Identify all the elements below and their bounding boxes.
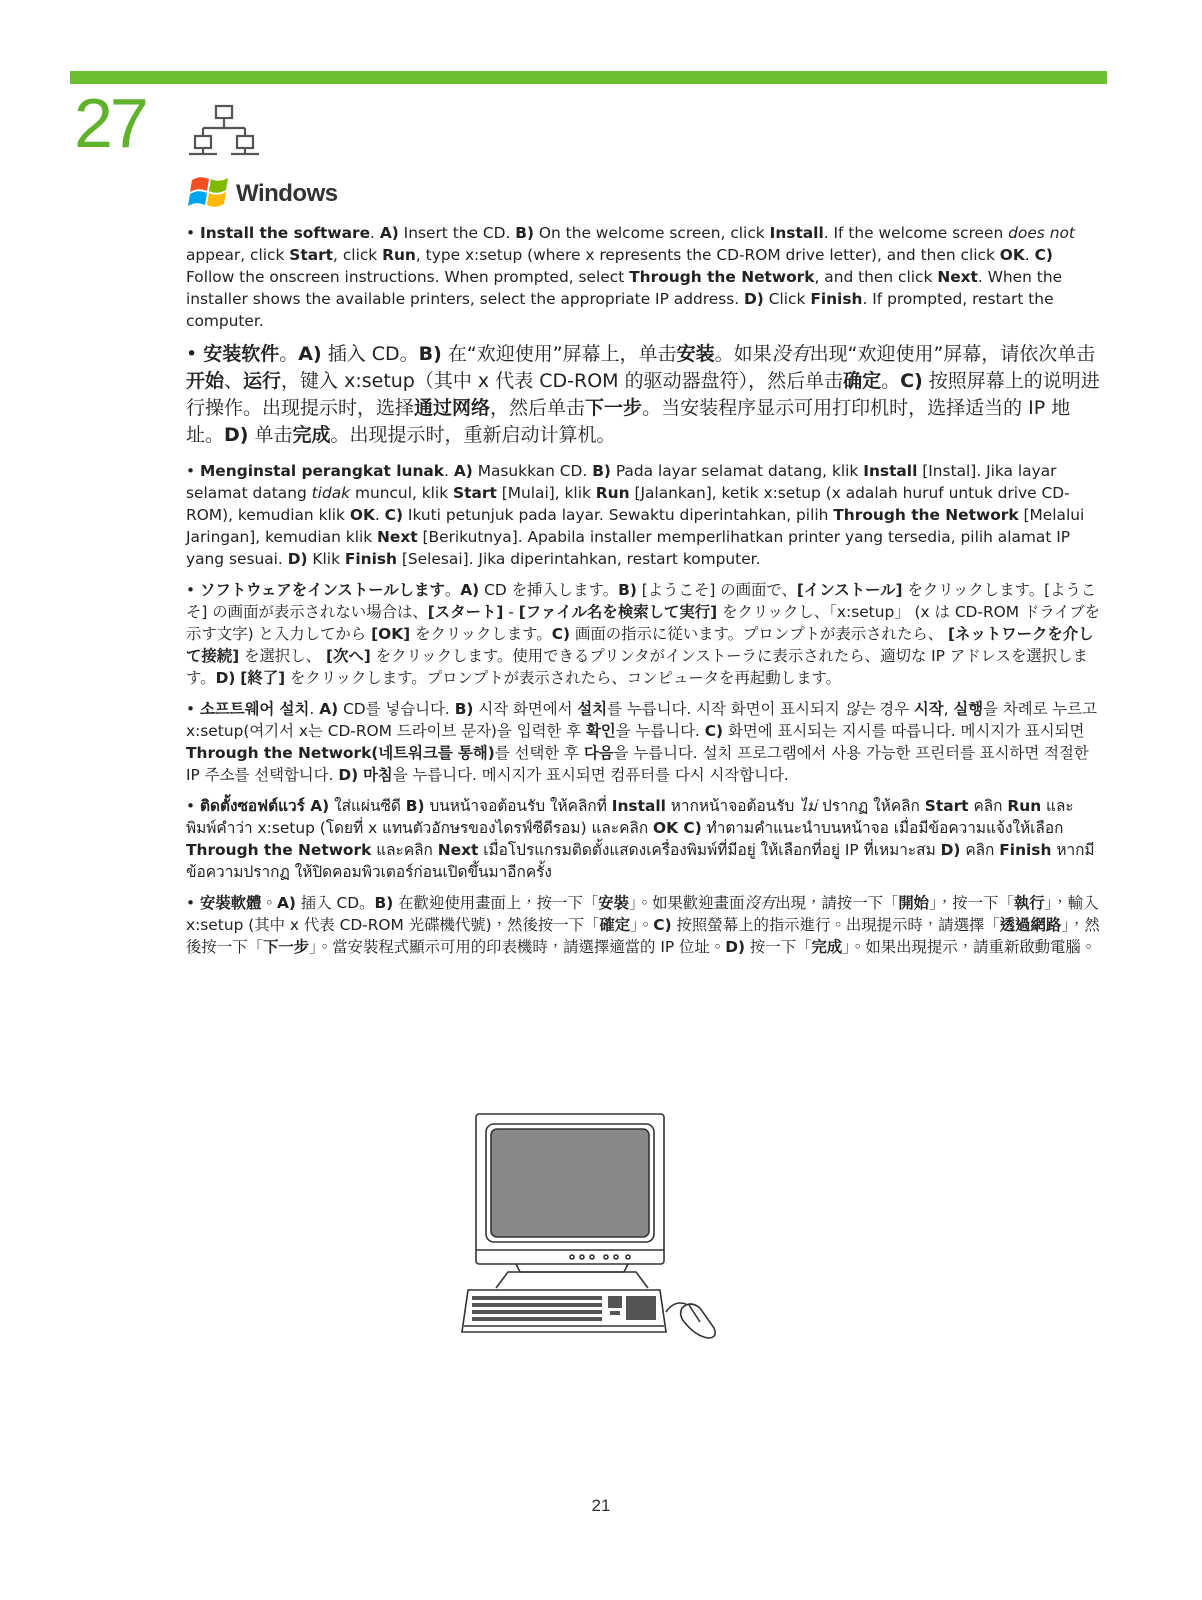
body-text: 在“欢迎使用”屏幕上，单击 (441, 343, 677, 365)
bold-text: 安装 (676, 343, 715, 365)
bold-text: C) (704, 722, 724, 740)
bold-text: [ネットワークを介して接続] (186, 625, 1094, 665)
bold-text: 确定 (843, 370, 882, 392)
body-text: [Selesai]. Jika diperintahkan, restart komputer. (397, 550, 761, 568)
bold-text: Through the Network (833, 506, 1019, 524)
bold-text: Finish (999, 841, 1052, 859)
body-text: , type x:setup (where x represents the CD-ROM drive letter), and then click (415, 246, 1000, 264)
body-text: หากหน้าจอต้อนรับ (665, 797, 800, 815)
body-text: [Melalui Jaringan], kemudian klik (186, 506, 1085, 546)
bold-text: B) (374, 894, 394, 912)
computer-illustration-icon (460, 1112, 722, 1342)
instruction-paragraph-id (186, 460, 1102, 570)
bold-text: OK (349, 506, 375, 524)
bold-text: 下一步 (262, 938, 310, 956)
body-text: appear, click (186, 246, 290, 264)
body-text: 」。如果出現提示，請重新啟動電腦。 (842, 938, 1097, 956)
bold-text: Next (377, 528, 418, 546)
bold-text: 完成 (811, 938, 843, 956)
body-text: 。 (881, 370, 901, 392)
body-text: Follow the onscreen instructions. When prompted, select (186, 268, 630, 286)
bold-text: A) (379, 224, 399, 242)
body-text: 을 차례로 누르고 x:setup(여기서 x는 CD-ROM 드라이브 문자)을 입력한 후 (186, 700, 1098, 740)
bold-text: D) (224, 424, 249, 446)
body-text: をクリックします。[ようこそ] の画面が表示されない場合は、 (186, 581, 1097, 621)
bold-text: C) (1034, 246, 1053, 264)
body-text: 按一下「 (745, 938, 812, 956)
body-text: ，然后单击 (490, 397, 586, 419)
bold-text: A) (298, 343, 322, 365)
body-text: • (186, 894, 200, 912)
body-text: 를 누릅니다. 시작 화면이 표시되지 (607, 700, 845, 718)
bold-text: 运行 (243, 370, 282, 392)
bold-text: [終了] (240, 669, 286, 687)
bold-text: [OK] (371, 625, 411, 643)
instruction-paragraph-th (186, 795, 1102, 883)
page-number: 21 (591, 1496, 611, 1515)
body-text: ใส่แผ่นซีดี (329, 797, 406, 815)
body-text: • (186, 581, 200, 599)
bold-text: ソフトウェアをインストールします (199, 581, 445, 599)
body-text: . If prompted, restart the computer. (186, 290, 1054, 330)
body-text: 。 (261, 894, 277, 912)
body-text: ปรากฏ ให้คลิก (817, 797, 925, 815)
bold-text: 下一步 (585, 397, 643, 419)
body-text: , click (333, 246, 383, 264)
bold-text: Finish (810, 290, 863, 308)
body-text: CD를 넣습니다. (338, 700, 455, 718)
body-text: 경우 (874, 700, 914, 718)
body-text: . When the installer shows the available printers, select the appropriate IP address. (186, 268, 1063, 308)
body-text: 을 누릅니다. 메시지가 표시되면 컴퓨터를 다시 시작합니다. (392, 766, 789, 784)
italic-text: 沒有 (744, 894, 776, 912)
body-text: 插入 CD。 (295, 894, 375, 912)
bold-text: Run (1007, 797, 1042, 815)
bold-text: OK C) (653, 819, 702, 837)
body-text: 按照屏幕上的说明进行操作。出现提示时，选择 (186, 370, 1100, 419)
bold-text: Run (382, 246, 416, 264)
body-text: คลิก (960, 841, 1000, 859)
bold-text: [インストール] (796, 581, 903, 599)
windows-logo (188, 170, 348, 214)
body-text: และคลิก (371, 841, 438, 859)
bold-text: Install (769, 224, 824, 242)
bold-text: 확인 (585, 722, 616, 740)
bold-text: B) (454, 700, 474, 718)
step-number: 27 (74, 84, 146, 162)
body-text: 화면에 표시되는 지시를 따릅니다. 메시지가 표시되면 (723, 722, 1085, 740)
body-text: 。如果 (714, 343, 772, 365)
bold-text: Menginstal perangkat lunak (199, 462, 445, 480)
body-text: 出現，請按一下「 (775, 894, 899, 912)
body-text: 」。 (630, 916, 654, 934)
bold-text: C) (551, 625, 571, 643)
body-text: を選択し、 (239, 647, 326, 665)
bold-text: Install the software (199, 224, 371, 242)
bold-text: B) (618, 581, 637, 599)
bold-text: 开始 (186, 370, 225, 392)
italic-text: does not (1008, 224, 1075, 242)
body-text: 。 (279, 343, 299, 365)
body-text: 를 선택한 후 (494, 744, 584, 762)
bold-text: 執行 (1013, 894, 1045, 912)
body-text: • (186, 224, 200, 242)
body-text: . (1024, 246, 1035, 264)
body-text: บนหน้าจอต้อนรับ ให้คลิกที่ (424, 797, 612, 815)
body-text: • (186, 700, 200, 718)
bold-text: OK (999, 246, 1025, 264)
body-text: 」。如果歡迎畫面 (629, 894, 745, 912)
instruction-paragraph-ko (186, 698, 1102, 786)
body-text: • (186, 797, 200, 815)
bold-text: 마침 (363, 766, 393, 784)
bold-text: 透過網路 (999, 916, 1062, 934)
body-text: , and then click (814, 268, 938, 286)
body-text: . If the welcome screen (823, 224, 1009, 242)
bold-text: A) (460, 581, 480, 599)
bold-text: Run (595, 484, 630, 502)
italic-text: 않는 (844, 700, 875, 718)
instruction-paragraph-ja (186, 579, 1102, 689)
body-text: ทำตามคำแนะนำบนหน้าจอ เมื่อมีข้อความแจ้งให้เลือก (701, 819, 1064, 837)
bold-text: Finish (344, 550, 398, 568)
italic-text: ไม่ (799, 797, 818, 815)
bold-text: B) (405, 797, 425, 815)
body-text: . (444, 462, 454, 480)
bold-text: 安装软件 (203, 343, 280, 365)
bold-text: C) (653, 916, 672, 934)
bold-text: 시작 (913, 700, 944, 718)
bold-text: D) (338, 766, 359, 784)
windows-label: Windows (236, 180, 338, 207)
body-text: 을 누릅니다. (615, 722, 705, 740)
body-text: [ようこそ] の画面で、 (636, 581, 797, 599)
body-text: [Mulai], klik (496, 484, 596, 502)
body-text: 。 (444, 581, 461, 599)
body-text: Click (763, 290, 811, 308)
italic-text: tidak (311, 484, 351, 502)
body-text: 」。當安裝程式顯示可用的印表機時，請選擇適當的 IP 位址。 (309, 938, 726, 956)
body-text: 。当安装程序显示可用打印机时，选择适当的 IP 地址。 (186, 397, 1071, 446)
body-text: คลิก (968, 797, 1008, 815)
bold-text: A) (319, 700, 339, 718)
bold-text: D) (744, 290, 764, 308)
body-text: [Instal]. Jika layar selamat datang (186, 462, 1057, 502)
body-text: Insert the CD. (398, 224, 516, 242)
body-text: 插入 CD。 (321, 343, 419, 365)
body-text: . (374, 506, 385, 524)
bold-text: 安裝軟體 (199, 894, 262, 912)
bold-text: D) (215, 669, 236, 687)
body-text: 。出现提示时，重新启动计算机。 (330, 424, 616, 446)
body-text: เมื่อโปรแกรมติดตั้งแสดงเครื่องพิมพ์ที่มีอยู่ ให้เลือกที่อยู่ IP ที่เหมาะสม (478, 841, 941, 859)
body-text: 을 누릅니다. 설치 프로그램에서 사용 가능한 프린터를 표시하면 적절한 IP 주소를 선택합니다. (186, 744, 1089, 784)
body-text: をクリックします。使用できるプリンタがインストーラに表示されたら、適切な IP アドレスを選択します。 (186, 647, 1088, 687)
bold-text: Install (863, 462, 918, 480)
body-text: 按照螢幕上的指示進行。出現提示時，請選擇「 (671, 916, 1000, 934)
body-text: Pada layar selamat datang, klik (610, 462, 864, 480)
body-text: • (186, 462, 200, 480)
body-text: 」，輸入 x:setup (其中 x 代表 CD-ROM 光碟機代號)，然後按一下「 (186, 894, 1099, 934)
body-text: • (186, 343, 204, 365)
bold-text: [スタート] (427, 603, 504, 621)
network-icon (183, 104, 267, 160)
bold-text: D) (287, 550, 308, 568)
instruction-paragraph-en (186, 222, 1102, 332)
bold-text: B) (418, 343, 442, 365)
bold-text: Through the Network(네트워크를 통해) (186, 744, 495, 762)
bold-text: Next (937, 268, 978, 286)
bold-text: D) (725, 938, 746, 956)
bold-text: Through the Network (186, 841, 372, 859)
bold-text: 確定 (599, 916, 631, 934)
body-text: 画面の指示に従います。プロンプトが表示されたら、 (570, 625, 949, 643)
bold-text: C) (384, 506, 404, 524)
bold-text: [ファイル名を検索して実行] (518, 603, 718, 621)
body-text: 」，按一下「 (929, 894, 1014, 912)
body-text: 시작 화면에서 (473, 700, 578, 718)
body-text: หากมีข้อความปรากฏ ให้ปิดคอมพิวเตอร์ก่อนเปิดขึ้นมาอีกครั้ง (186, 841, 1095, 881)
bold-text: Start (453, 484, 497, 502)
body-text: 、 (224, 370, 244, 392)
header-accent-bar (70, 71, 1107, 84)
instruction-paragraph-zh-cn (186, 341, 1102, 449)
bold-text: B) (515, 224, 534, 242)
body-text: - (503, 603, 519, 621)
bold-text: Next (437, 841, 479, 859)
bold-text: A) (276, 894, 296, 912)
body-text: , (943, 700, 954, 718)
body-text: . (370, 224, 380, 242)
bold-text: 完成 (292, 424, 331, 446)
bold-text: A) (453, 462, 473, 480)
body-text: 」，然後按一下「 (186, 916, 1100, 956)
body-text: をクリックします。プロンプトが表示されたら、コンピュータを再起動します。 (285, 669, 842, 687)
body-text: . (309, 700, 320, 718)
bold-text: Install (611, 797, 666, 815)
body-text: muncul, klik (350, 484, 454, 502)
instructions (186, 222, 1102, 967)
bold-text: 開始 (898, 894, 930, 912)
body-text: 在歡迎使用畫面上，按一下「 (393, 894, 599, 912)
body-text: をクリックします。 (410, 625, 552, 643)
bold-text: 通过网络 (414, 397, 491, 419)
bold-text: 소프트웨어 설치 (199, 700, 310, 718)
bold-text: ติดตั้งซอฟต์แวร์ A) (199, 797, 330, 815)
body-text: Klik (307, 550, 345, 568)
body-text: CD を挿入します。 (479, 581, 619, 599)
bold-text: 安裝 (598, 894, 630, 912)
bold-text: Through the Network (629, 268, 815, 286)
bold-text: D) (940, 841, 961, 859)
instruction-paragraph-zh-tw (186, 892, 1102, 958)
bold-text: Start (924, 797, 969, 815)
body-text: 出现“欢迎使用”屏幕，请依次单击 (809, 343, 1096, 365)
bold-text: C) (900, 370, 923, 392)
body-text: 单击 (248, 424, 293, 446)
bold-text: Start (289, 246, 334, 264)
body-text: をクリックし、「x:setup」 (x は CD-ROM ドライブを示す文字) と入力してから (186, 603, 1100, 643)
body-text: [Jalankan], ketik x:setup (x adalah huruf untuk drive CD-ROM), kemudian klik (186, 484, 1070, 524)
windows-logo-icon (188, 172, 234, 212)
body-text: และพิมพ์คำว่า x:setup (โดยที่ x แทนตัวอักษรของไดรฟ์ซีดีรอม) และคลิก (186, 797, 1074, 837)
body-text: [Berikutnya]. Apabila installer memperlihatkan printer yang tersedia, pilih alamat IP yang sesuai. (186, 528, 1071, 568)
bold-text: [次へ] (325, 647, 371, 665)
body-text: ，键入 x:setup（其中 x 代表 CD-ROM 的驱动器盘符），然后单击 (281, 370, 844, 392)
bold-text: B) (592, 462, 611, 480)
bold-text: 다음 (583, 744, 614, 762)
body-text: Masukkan CD. (472, 462, 593, 480)
bold-text: 실행 (953, 700, 984, 718)
bold-text: 설치 (577, 700, 608, 718)
body-text: On the welcome screen, click (534, 224, 770, 242)
italic-text: 没有 (771, 343, 810, 365)
body-text: Ikuti petunjuk pada layar. Sewaktu diperintahkan, pilih (403, 506, 834, 524)
